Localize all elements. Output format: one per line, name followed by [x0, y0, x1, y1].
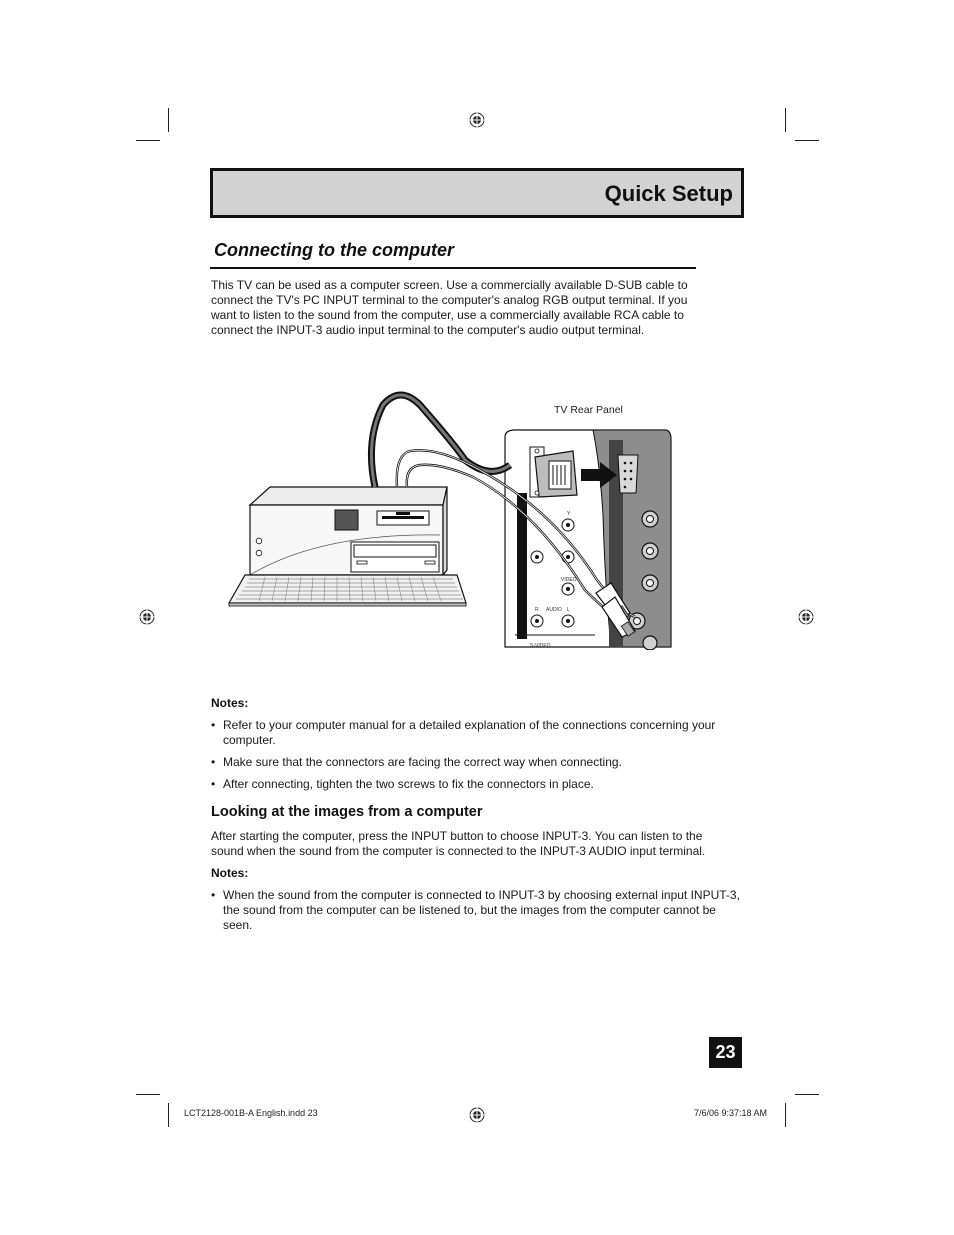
- notes-label: Notes:: [211, 866, 249, 880]
- crop-mark: [785, 1103, 786, 1127]
- intro-line: want to listen to the sound from the computer, use a commercially available RCA cable to: [211, 308, 684, 322]
- panel-label: COMP: [510, 565, 515, 579]
- panel-label: L: [567, 607, 570, 613]
- bullet-icon: •: [211, 718, 216, 732]
- bullet-icon: •: [211, 755, 216, 769]
- section-divider: [210, 267, 696, 269]
- intro-line: This TV can be used as a computer screen. Use a commercially available D-SUB cable to: [211, 278, 688, 292]
- intro-paragraph: [211, 278, 688, 338]
- panel-label: Y: [567, 511, 571, 517]
- header-title: Quick Setup: [604, 181, 733, 206]
- crop-mark: [785, 108, 786, 132]
- note-text: When the sound from the computer is connected to INPUT-3 by choosing external input INPUT-3, the sound from the computer can be listened to, but the images from the computer cannot be seen.: [223, 888, 740, 932]
- crop-mark: [795, 140, 819, 141]
- note-text: Refer to your computer manual for a detailed explanation of the connections concerning your computer.: [223, 718, 716, 747]
- looking-line: After starting the computer, press the INPUT button to choose INPUT-3. You can listen to the: [211, 829, 703, 843]
- dsub-plug: [530, 447, 577, 497]
- diagram-label: TV Rear Panel: [554, 404, 623, 416]
- panel-label: R: [535, 607, 539, 613]
- bullet-icon: •: [211, 777, 216, 791]
- intro-line: connect the TV's PC INPUT terminal to the computer's analog RGB output terminal. If you: [211, 293, 688, 307]
- registration-mark-icon: [469, 1107, 485, 1123]
- section-header-box: [210, 168, 744, 218]
- crop-mark: [168, 108, 169, 132]
- footer-file-name: LCT2128-001B-A English.indd 23: [184, 1108, 318, 1118]
- panel-label: AUDIO: [546, 607, 562, 613]
- page-number: 23: [709, 1037, 742, 1068]
- notes-label: Notes:: [211, 696, 249, 710]
- computer: [229, 487, 466, 606]
- crop-mark: [795, 1094, 819, 1095]
- note-item: [211, 755, 746, 770]
- crop-mark: [168, 1103, 169, 1127]
- looking-paragraph: [211, 829, 705, 859]
- looking-line: sound when the sound from the computer is connected to the INPUT-3 AUDIO input terminal.: [211, 844, 706, 858]
- intro-line: connect the INPUT-3 audio input terminal to the computer's audio output terminal.: [211, 323, 645, 337]
- note-text: Make sure that the connectors are facing the correct way when connecting.: [223, 755, 622, 769]
- note-item: [211, 888, 741, 933]
- footer-timestamp: 7/6/06 9:37:18 AM: [694, 1108, 768, 1118]
- crop-mark: [136, 140, 160, 141]
- registration-mark-icon: [139, 609, 155, 625]
- bullet-icon: •: [211, 888, 216, 902]
- registration-mark-icon: [469, 112, 485, 128]
- note-item: [211, 718, 746, 748]
- panel-label: VIDEO: [561, 577, 577, 583]
- section-title: Connecting to the computer: [214, 240, 454, 260]
- panel-label: S-VIDEO: [530, 643, 551, 649]
- registration-mark-icon: [798, 609, 814, 625]
- note-item: [211, 777, 746, 792]
- crop-mark: [136, 1094, 160, 1095]
- note-text: After connecting, tighten the two screws to fix the connectors in place.: [223, 777, 594, 791]
- connection-diagram: [225, 385, 675, 650]
- subsection-title: Looking at the images from a computer: [211, 804, 483, 820]
